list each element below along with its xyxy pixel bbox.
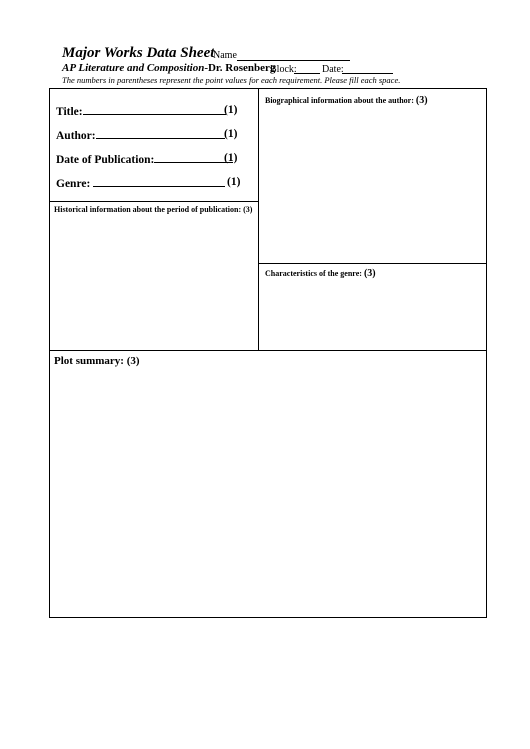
historical-points: (3) [243,205,253,214]
genre-points: (1) [227,176,241,188]
block-field[interactable] [294,73,320,74]
name-field[interactable] [237,60,350,61]
author-label: Author: [56,130,96,142]
genre-label: Genre: [56,178,91,190]
title-field[interactable] [56,104,238,118]
historical-section-label [54,205,252,214]
title-line[interactable] [83,104,226,115]
date-of-publication-points: (1) [224,152,238,164]
block-label: Block: [270,64,297,75]
date-of-publication-field[interactable] [56,152,238,166]
date-of-publication-label: Date of Publication: [56,154,155,166]
plot-summary-answer-area[interactable] [51,372,485,616]
genre-characteristics-answer-area[interactable] [260,283,486,349]
author-field[interactable] [56,128,238,142]
plot-summary-label-text: Plot summary: [54,355,124,367]
biographical-points: (3) [415,95,428,106]
genre-line[interactable] [93,176,225,187]
author-points: (1) [224,128,238,140]
biographical-section-label [265,95,428,106]
genre-field[interactable] [56,176,241,190]
course-line [62,62,275,74]
instructions: The numbers in parentheses represent the point values for each requirement. Please fill each space. [62,75,401,85]
teacher-name: -Dr. Rosenberg [204,62,276,74]
column-divider [258,88,259,351]
genre-characteristics-section-label [265,268,376,279]
plot-divider [49,350,487,351]
biographical-answer-area[interactable] [260,110,486,262]
plot-summary-points: (3) [126,355,140,367]
genre-characteristics-label-text: Characteristics of the genre: [265,269,362,278]
genre-characteristics-points: (3) [363,268,376,279]
date-label: Date: [322,64,344,75]
biographical-label-text: Biographical information about the author: [265,96,414,105]
name-label: Name [213,50,237,61]
title-points: (1) [224,104,238,116]
date-field[interactable] [342,73,393,74]
fields-divider [49,201,259,202]
sheet-title: Major Works Data Sheet [62,45,215,61]
bio-divider [258,263,487,264]
title-label: Title: [56,106,83,118]
historical-answer-area[interactable] [51,218,257,349]
course-name: AP Literature and Composition [62,62,205,74]
author-line[interactable] [96,128,225,139]
historical-label-text: Historical information about the period of publication: [54,205,242,214]
plot-summary-section-label [54,355,140,367]
date-of-publication-line[interactable] [154,152,233,163]
